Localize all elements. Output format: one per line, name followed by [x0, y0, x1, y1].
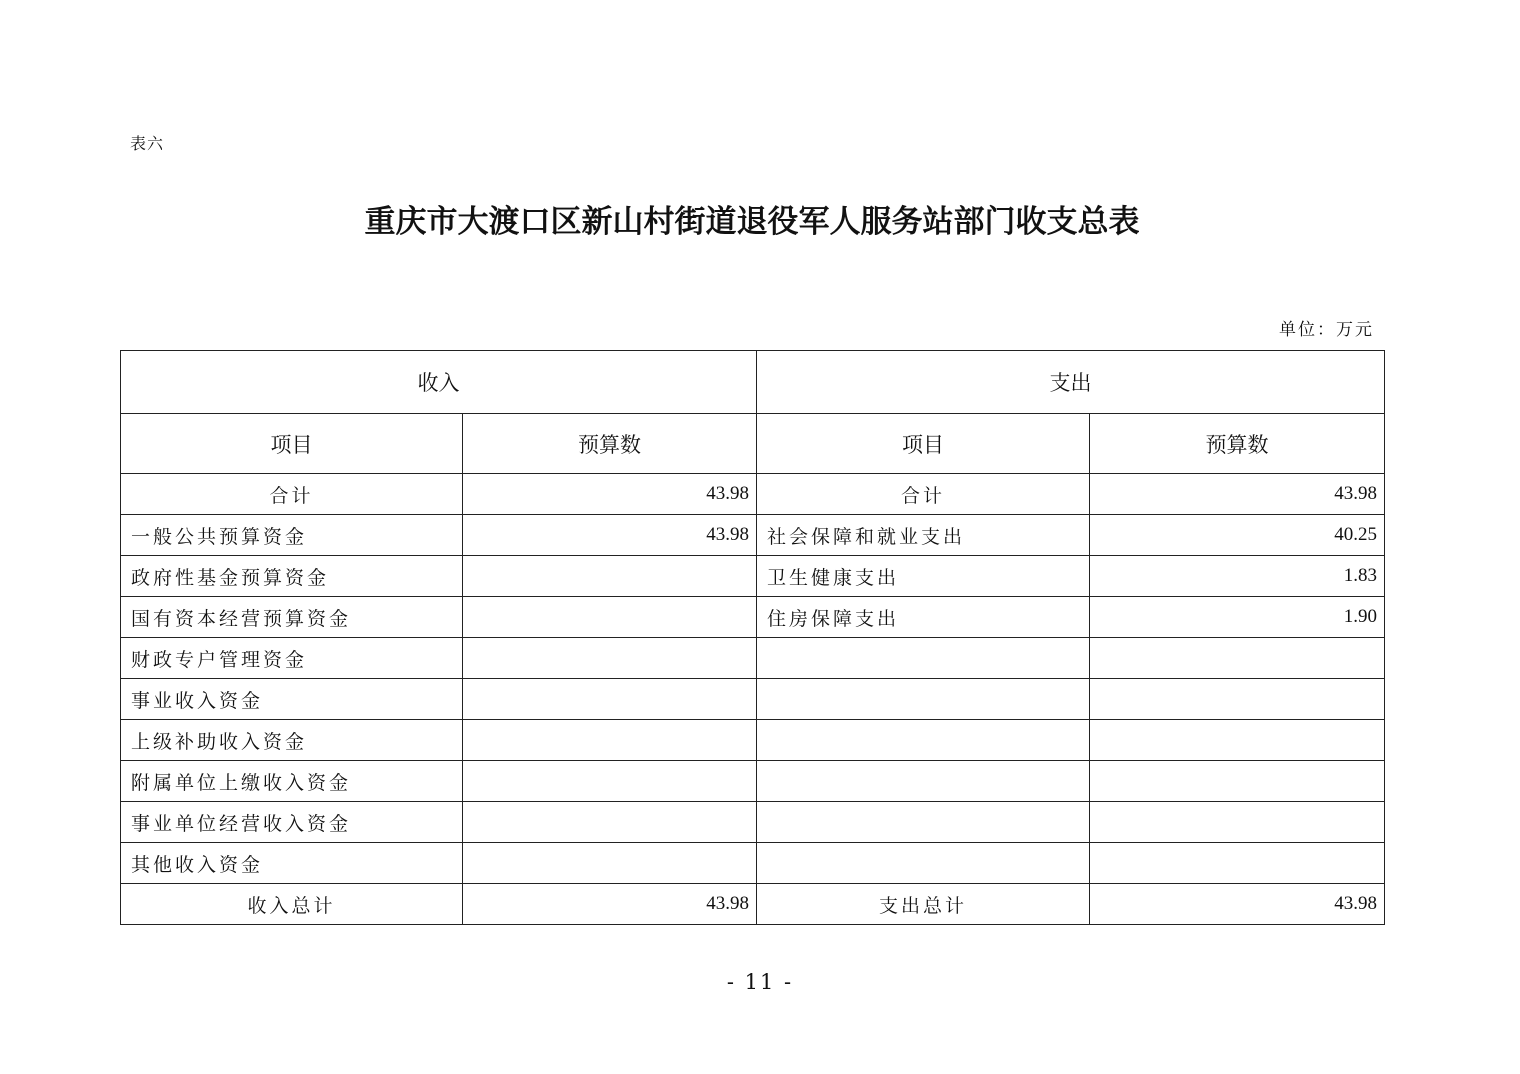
income-value-cell [463, 761, 757, 802]
expense-item-cell [757, 638, 1090, 679]
expense-value-cell [1090, 720, 1385, 761]
table-row [121, 597, 1385, 638]
expense-budget-column-header: 预算数 [1090, 414, 1385, 474]
income-value-cell [463, 638, 757, 679]
expense-section-header: 支出 [757, 351, 1385, 414]
page-number: - 11 - [726, 970, 794, 994]
table-row [121, 720, 1385, 761]
expense-value-cell [1090, 843, 1385, 884]
income-item-column-header: 项目 [121, 414, 463, 474]
expense-item-cell [757, 761, 1090, 802]
column-header-row [121, 414, 1385, 474]
expense-value-cell: 1.83 [1090, 556, 1385, 597]
income-budget-column-header: 预算数 [463, 414, 757, 474]
expense-item-cell: 合计 [757, 474, 1090, 515]
expense-item-cell [757, 802, 1090, 843]
income-item-cell: 一般公共预算资金 [121, 515, 463, 556]
table-row [121, 843, 1385, 884]
income-value-cell [463, 597, 757, 638]
expense-item-cell: 住房保障支出 [757, 597, 1090, 638]
expense-value-cell [1090, 802, 1385, 843]
section-header-row [121, 351, 1385, 414]
income-value-cell: 43.98 [463, 474, 757, 515]
table-row [121, 679, 1385, 720]
income-value-cell [463, 720, 757, 761]
income-value-cell: 43.98 [463, 884, 757, 925]
income-item-cell: 其他收入资金 [121, 843, 463, 884]
expense-value-cell: 1.90 [1090, 597, 1385, 638]
expense-value-cell [1090, 638, 1385, 679]
income-item-cell: 国有资本经营预算资金 [121, 597, 463, 638]
table-row [121, 515, 1385, 556]
income-item-cell: 收入总计 [121, 884, 463, 925]
expense-value-cell: 43.98 [1090, 884, 1385, 925]
expense-item-column-header: 项目 [757, 414, 1090, 474]
page-title: 重庆市大渡口区新山村街道退役军人服务站部门收支总表 [364, 204, 1140, 240]
expense-item-cell: 社会保障和就业支出 [757, 515, 1090, 556]
unit-label: 单位：万元 [1279, 320, 1374, 340]
expense-item-cell [757, 843, 1090, 884]
expense-value-cell [1090, 679, 1385, 720]
expense-value-cell [1090, 761, 1385, 802]
income-item-cell: 附属单位上缴收入资金 [121, 761, 463, 802]
table-row [121, 638, 1385, 679]
income-item-cell: 政府性基金预算资金 [121, 556, 463, 597]
income-value-cell [463, 679, 757, 720]
expense-value-cell: 43.98 [1090, 474, 1385, 515]
total-row [121, 474, 1385, 515]
income-value-cell: 43.98 [463, 515, 757, 556]
table-row [121, 761, 1385, 802]
income-value-cell [463, 556, 757, 597]
expense-item-cell: 卫生健康支出 [757, 556, 1090, 597]
income-value-cell [463, 843, 757, 884]
expense-item-cell [757, 679, 1090, 720]
table-label: 表六 [130, 134, 165, 153]
income-item-cell: 事业收入资金 [121, 679, 463, 720]
income-section-header: 收入 [121, 351, 757, 414]
table-row [121, 556, 1385, 597]
income-value-cell [463, 802, 757, 843]
expense-item-cell: 支出总计 [757, 884, 1090, 925]
expense-value-cell: 40.25 [1090, 515, 1385, 556]
income-item-cell: 财政专户管理资金 [121, 638, 463, 679]
grand-total-row [121, 884, 1385, 925]
income-item-cell: 上级补助收入资金 [121, 720, 463, 761]
income-item-cell: 事业单位经营收入资金 [121, 802, 463, 843]
expense-item-cell [757, 720, 1090, 761]
table-row [121, 802, 1385, 843]
budget-table [120, 350, 1385, 925]
income-item-cell: 合计 [121, 474, 463, 515]
